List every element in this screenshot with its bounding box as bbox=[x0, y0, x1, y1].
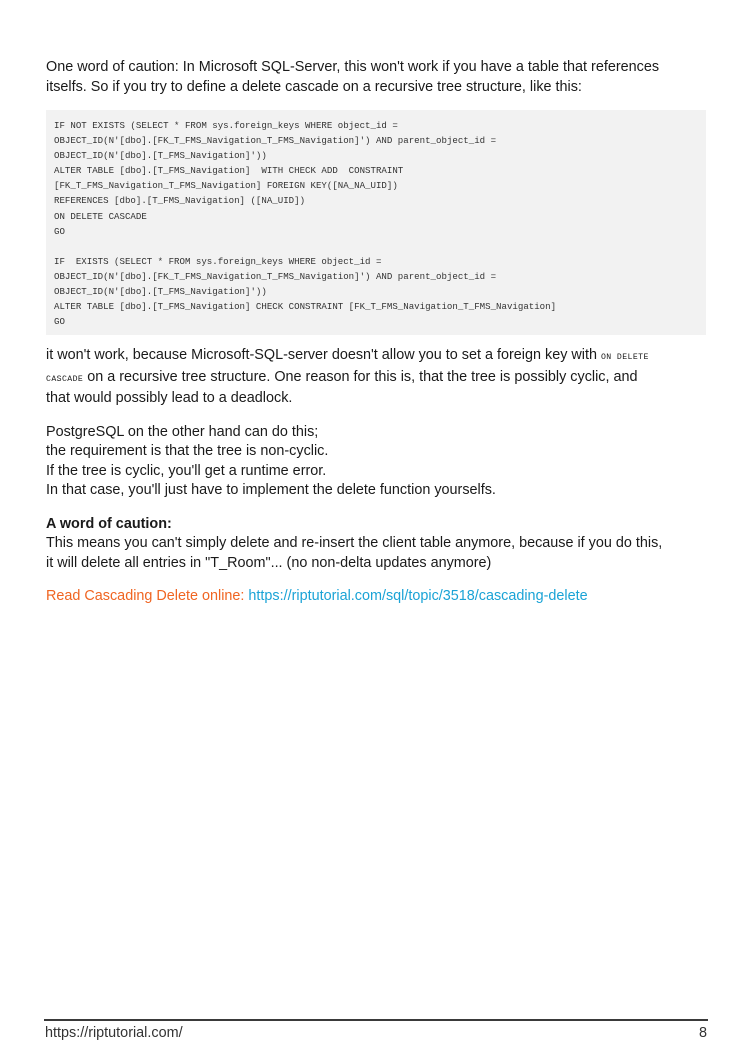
explanation-text-3: that would possibly lead to a deadlock. bbox=[46, 390, 293, 407]
explanation-paragraph bbox=[46, 346, 706, 409]
explanation-text-1: it won't work, because Microsoft-SQL-server doesn't allow you to set a foreign key with bbox=[46, 347, 601, 364]
postgres-line: In that case, you'll just have to implement the delete function yourselfs. bbox=[46, 482, 496, 499]
code-line: GO bbox=[54, 316, 65, 328]
caution-heading: A word of caution: bbox=[46, 515, 172, 532]
read-online-label: Read Cascading Delete online: bbox=[46, 588, 249, 605]
read-online-link[interactable]: https://riptutorial.com/sql/topic/3518/cascading-delete bbox=[248, 588, 588, 605]
postgres-line: PostgreSQL on the other hand can do this; bbox=[46, 423, 319, 440]
intro-line-2: itselfs. So if you try to define a delete cascade on a recursive tree structure, like this: bbox=[46, 78, 582, 95]
code-line: ALTER TABLE [dbo].[T_FMS_Navigation] CHECK CONSTRAINT [FK_T_FMS_Navigation_T_FMS_Navigation] bbox=[54, 301, 557, 313]
inline-code-on-delete: ON DELETE bbox=[600, 353, 649, 363]
intro-paragraph bbox=[46, 58, 706, 97]
code-line: ALTER TABLE [dbo].[T_FMS_Navigation] WITH CHECK ADD CONSTRAINT bbox=[54, 165, 404, 177]
code-line: IF NOT EXISTS (SELECT * FROM sys.foreign_keys WHERE object_id = bbox=[54, 120, 398, 131]
intro-line-1: One word of caution: In Microsoft SQL-Server, this won't work if you have a table that references bbox=[46, 59, 660, 75]
code-line: GO bbox=[54, 225, 65, 237]
postgres-paragraph bbox=[46, 423, 706, 501]
caution-paragraph bbox=[46, 534, 706, 573]
footer-page-number: 8 bbox=[698, 1025, 707, 1041]
code-line: OBJECT_ID(N'[dbo].[FK_T_FMS_Navigation_T_FMS_Navigation]') AND parent_object_id = bbox=[54, 135, 497, 147]
code-line: OBJECT_ID(N'[dbo].[FK_T_FMS_Navigation_T_FMS_Navigation]') AND parent_object_id = bbox=[54, 270, 497, 282]
code-line: ON DELETE CASCADE bbox=[54, 210, 147, 222]
code-line: OBJECT_ID(N'[dbo].[T_FMS_Navigation]')) bbox=[54, 150, 267, 162]
code-line: IF EXISTS (SELECT * FROM sys.foreign_keys WHERE object_id = bbox=[54, 255, 382, 267]
code-line bbox=[54, 239, 698, 254]
page-footer bbox=[44, 1019, 708, 1041]
explanation-text-2: on a recursive tree structure. One reason for this is, that the tree is possibly cyclic, and bbox=[83, 368, 638, 385]
code-line: [FK_T_FMS_Navigation_T_FMS_Navigation] FOREIGN KEY([NA_NA_UID]) bbox=[54, 180, 398, 192]
code-line: REFERENCES [dbo].[T_FMS_Navigation] ([NA_UID]) bbox=[54, 195, 306, 207]
read-online-line bbox=[46, 587, 706, 607]
postgres-line: the requirement is that the tree is non-cyclic. bbox=[46, 443, 329, 460]
footer-site-url: https://riptutorial.com/ bbox=[45, 1025, 183, 1041]
inline-code-cascade: CASCADE bbox=[46, 374, 84, 384]
caution-line-2: it will delete all entries in "T_Room"... (no non-delta updates anymore) bbox=[46, 554, 492, 571]
caution-line-1: This means you can't simply delete and re-insert the client table anymore, because if you do this, bbox=[46, 535, 663, 552]
code-line: OBJECT_ID(N'[dbo].[T_FMS_Navigation]')) bbox=[54, 286, 267, 298]
code-block bbox=[46, 110, 706, 335]
postgres-line: If the tree is cyclic, you'll get a runtime error. bbox=[46, 462, 327, 479]
page-content bbox=[46, 58, 706, 607]
